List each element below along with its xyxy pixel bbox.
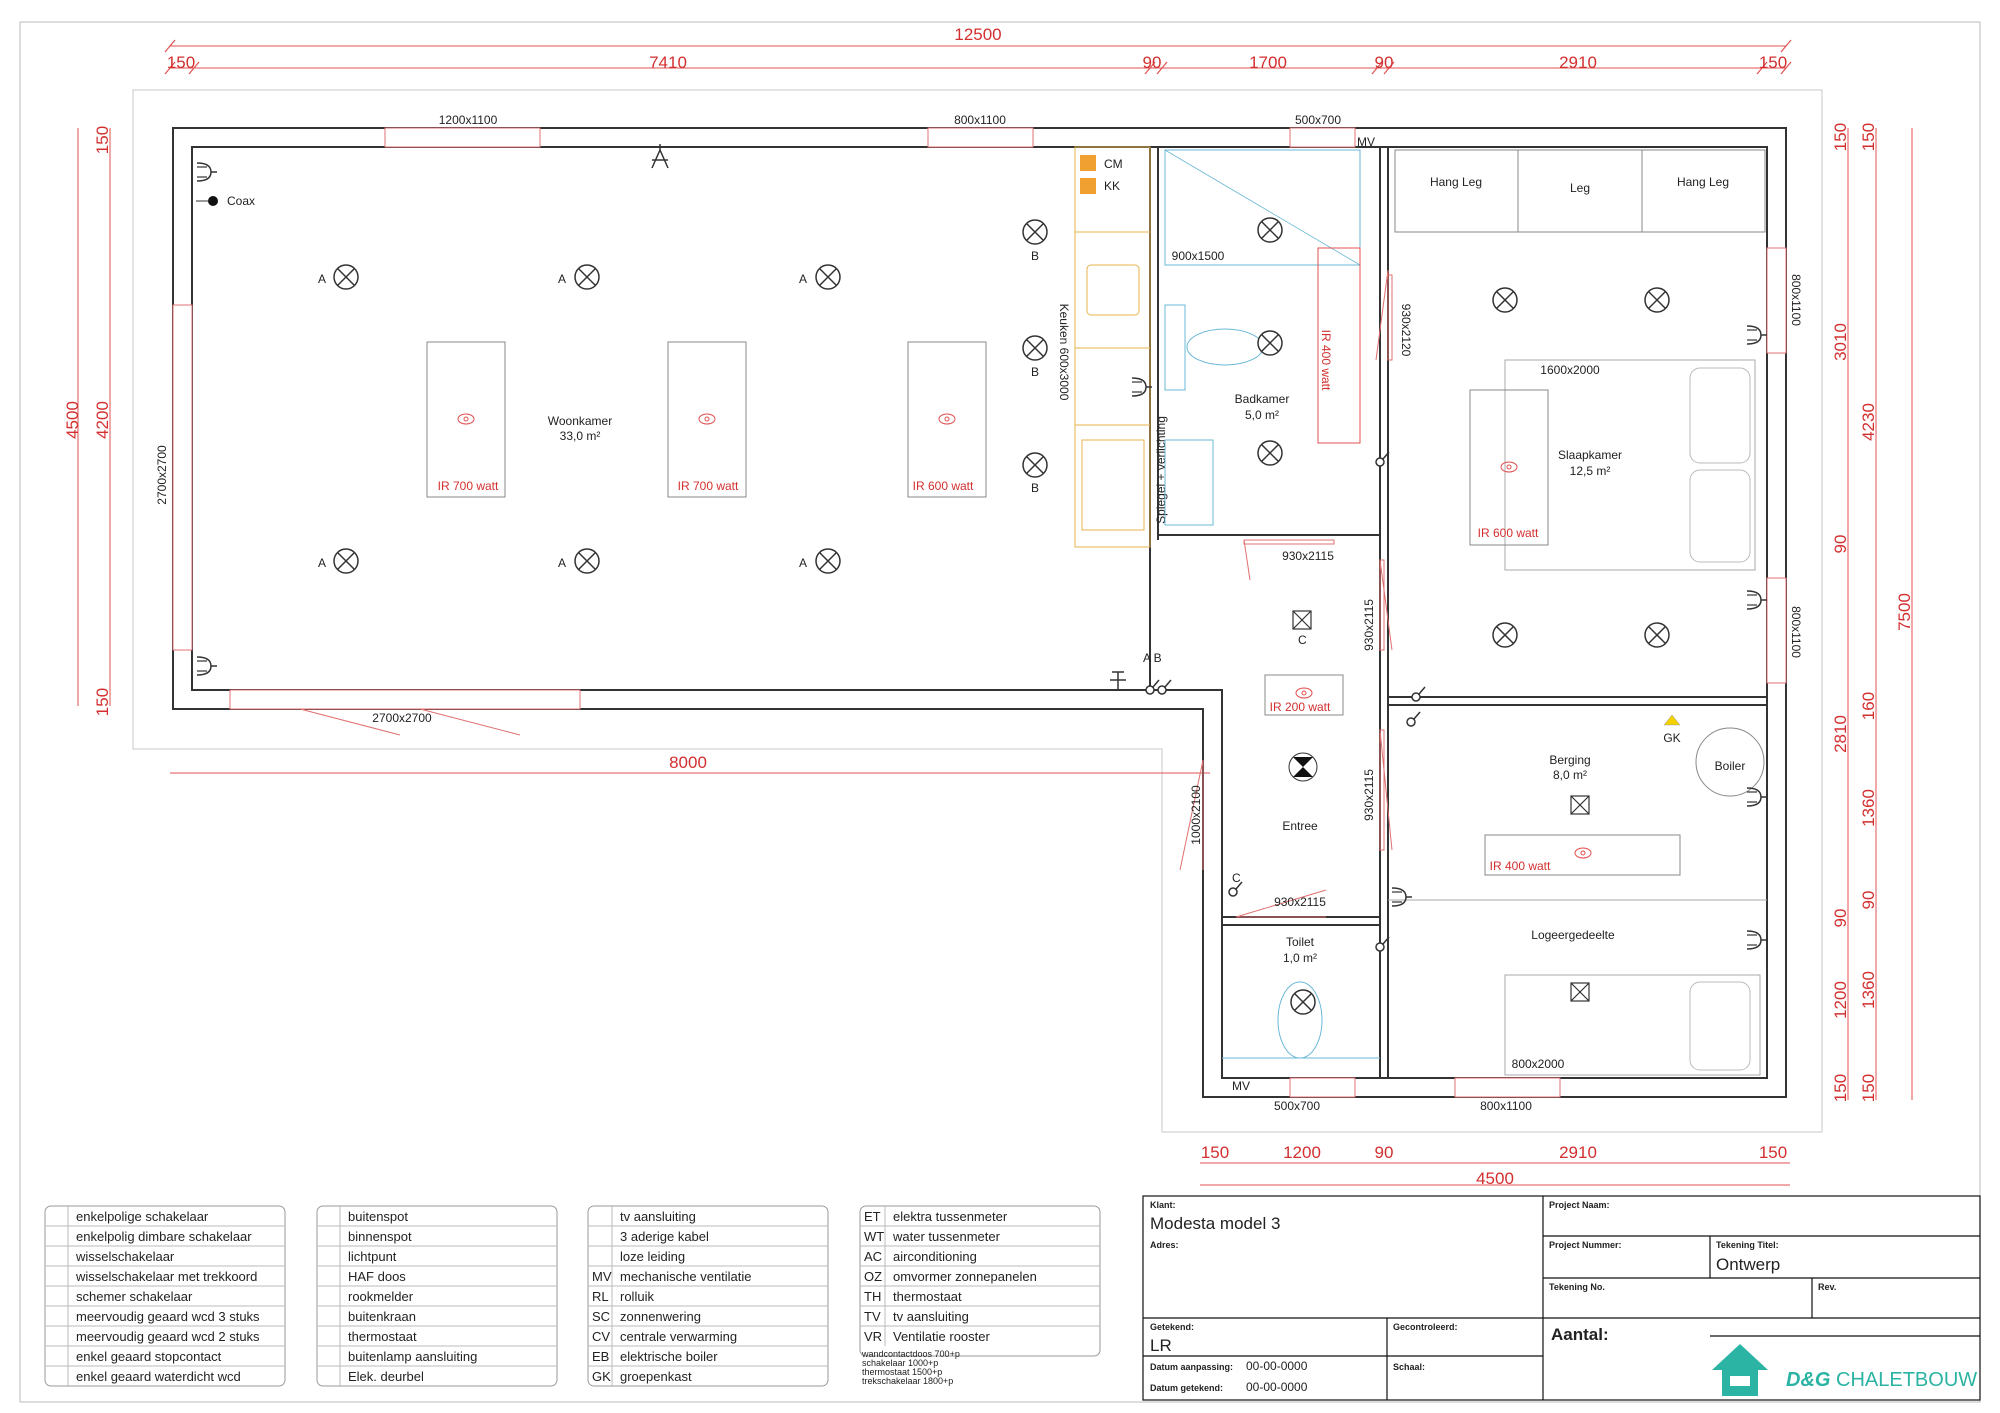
mounting-height: trekschakelaar 1800+p <box>862 1376 954 1386</box>
dim-left-top: 150 <box>93 125 112 155</box>
window-label: 1200x1100 <box>438 113 498 127</box>
warning-icon <box>1664 715 1680 725</box>
circuit-label: A <box>558 272 567 286</box>
bed-label: 1600x2000 <box>1540 363 1600 377</box>
circuit-label: A <box>799 556 808 570</box>
circuit-label: A <box>318 272 327 286</box>
door-label: 930x2115 <box>1362 599 1376 651</box>
dim-bottom-left: 8000 <box>669 753 707 772</box>
door-label: 930x2115 <box>1362 769 1376 821</box>
circuit-label: A <box>799 272 808 286</box>
brand-name-bold: D&G <box>1786 1369 1831 1391</box>
dim-right-mid: 4230 <box>1859 403 1878 441</box>
heater-label: IR 400 watt <box>1489 859 1551 873</box>
room-name: Entree <box>1282 819 1318 833</box>
room-area: 12,5 m² <box>1569 464 1611 478</box>
legend-item: zonnenwering <box>620 1309 701 1324</box>
legend-item: 3 aderige kabel <box>620 1229 709 1244</box>
dim-top-seg: 150 <box>1758 53 1788 72</box>
tb-drawn-by: LR <box>1150 1336 1172 1355</box>
mounting-height: wandcontactdoos 700+p <box>862 1349 960 1359</box>
room-name: Toilet <box>1285 935 1315 949</box>
dim-left-outer: 4500 <box>63 401 82 439</box>
doors <box>300 270 1392 917</box>
dim-bottom-total: 4500 <box>1476 1169 1514 1188</box>
legend-item: lichtpunt <box>348 1249 397 1264</box>
tb-label: Adres: <box>1150 1240 1179 1250</box>
heater-label: IR 600 watt <box>912 479 974 493</box>
circuit-label: A <box>318 556 327 570</box>
legend-item: centrale verwarming <box>620 1329 738 1344</box>
kitchen-counter <box>1075 147 1150 547</box>
legend-item: water tussenmeter <box>893 1229 1000 1244</box>
mounting-height: thermostaat 1500+p <box>862 1367 943 1377</box>
socket-icons <box>197 163 1767 949</box>
legend-item: elektra tussenmeter <box>893 1209 1008 1224</box>
window-label: 500x700 <box>1273 1099 1321 1113</box>
site-outline <box>133 90 1822 1132</box>
legend-code: WT <box>864 1229 885 1244</box>
legend-item: meervoudig geaard wcd 2 stuks <box>76 1329 260 1344</box>
cm-label: CM <box>1104 157 1123 171</box>
dim-left-inner: 4200 <box>93 401 112 439</box>
boiler-label: Boiler <box>1714 759 1746 773</box>
dim-right-mid: 150 <box>1859 1073 1878 1103</box>
walls <box>173 128 1786 1097</box>
room-name: Logeergedeelte <box>1531 928 1615 942</box>
legend-code: GK <box>592 1369 611 1384</box>
brand-name <box>1786 1369 1977 1391</box>
kk-label: KK <box>1104 179 1121 193</box>
window-label: 800x1100 <box>954 113 1006 127</box>
window-label: 500x700 <box>1294 113 1342 127</box>
legend-item: tv aansluiting <box>893 1309 969 1324</box>
top-dimension-lines <box>165 40 1791 74</box>
dim-right-inner: 1200 <box>1831 981 1850 1019</box>
heater-panel <box>668 342 746 497</box>
legend-item: buitenlamp aansluiting <box>348 1349 478 1364</box>
legend-code: ET <box>864 1209 881 1224</box>
tb-label: Getekend: <box>1150 1322 1195 1332</box>
tb-label: Datum aanpassing: <box>1150 1362 1234 1372</box>
dim-right-mid: 90 <box>1859 890 1878 910</box>
dim-right-inner: 90 <box>1831 534 1850 554</box>
light-point-icons <box>334 218 1669 1014</box>
tb-drawing-title: Ontwerp <box>1716 1255 1781 1274</box>
circuit-label: B <box>1031 249 1040 263</box>
legend-item: buitenspot <box>348 1209 408 1224</box>
dim-top-seg: 90 <box>1142 53 1162 72</box>
dim-bottom-seg: 150 <box>1758 1143 1788 1162</box>
door-label: 930x2115 <box>1274 895 1326 909</box>
legend-code: RL <box>592 1289 609 1304</box>
dim-right-inner: 3010 <box>1831 323 1850 361</box>
dim-right-inner: 2810 <box>1831 715 1850 753</box>
legend-item: omvormer zonnepanelen <box>893 1269 1037 1284</box>
legend-code: AC <box>864 1249 883 1264</box>
windows <box>173 128 1786 1097</box>
circuit-label: B <box>1031 481 1040 495</box>
brand-name-rest: CHALETBOUW <box>1830 1369 1978 1391</box>
heater-panel <box>908 342 986 497</box>
legend-item: rolluik <box>620 1289 654 1304</box>
room-area: 5,0 m² <box>1244 408 1280 422</box>
circuit-label: B <box>1031 365 1040 379</box>
legend-item: wisselschakelaar <box>76 1249 175 1264</box>
dim-bottom-seg: 1200 <box>1283 1143 1321 1162</box>
legend-code: MV <box>592 1269 612 1284</box>
bed-label: 800x2000 <box>1511 1057 1565 1071</box>
legend-item: meervoudig geaard wcd 3 stuks <box>76 1309 260 1324</box>
coax-dot-icon <box>208 196 218 206</box>
sheet-border <box>20 22 1980 1402</box>
legend-item: elektrische boiler <box>620 1349 718 1364</box>
window-label: 800x1100 <box>1789 606 1803 658</box>
dim-right-mid: 1360 <box>1859 971 1878 1009</box>
kitchen-label: Keuken 600x3000 <box>1057 303 1071 401</box>
mirror-label: Spiegel + verlichting <box>1154 416 1168 524</box>
tb-label: Tekening No. <box>1549 1282 1605 1292</box>
smoke-detector-icon <box>1289 753 1317 781</box>
heater-label: IR 600 watt <box>1477 526 1539 540</box>
dim-top-seg: 2910 <box>1559 53 1597 72</box>
mv-label: MV <box>1357 135 1375 149</box>
dim-top-seg: 90 <box>1374 53 1394 72</box>
room-area: 8,0 m² <box>1552 768 1588 782</box>
dim-right-mid: 150 <box>1859 122 1878 152</box>
tb-date: 00-00-0000 <box>1246 1359 1308 1373</box>
gk-label: GK <box>1663 731 1681 745</box>
circuit-label: A <box>558 556 567 570</box>
legend-item: buitenkraan <box>348 1309 416 1324</box>
legend-item: Elek. deurbel <box>348 1369 424 1384</box>
room-name: Badkamer <box>1234 392 1290 406</box>
legend-item: loze leiding <box>620 1249 686 1264</box>
dim-left-bottom: 150 <box>93 687 112 717</box>
heater-panel <box>1470 390 1548 545</box>
window-label: 800x1100 <box>1480 1099 1532 1113</box>
coax-label: Coax <box>227 194 256 208</box>
dim-right-mid: 1360 <box>1859 789 1878 827</box>
legend-code: OZ <box>864 1269 883 1284</box>
tb-label: Klant: <box>1150 1200 1176 1210</box>
dim-bottom-seg: 2910 <box>1559 1143 1597 1162</box>
door-label: 930x2115 <box>1282 549 1334 563</box>
door-label: 1000x2100 <box>1189 785 1203 845</box>
wardrobe-label: Hang Leg <box>1429 175 1483 189</box>
kk-icon <box>1080 178 1096 194</box>
dim-top-seg: 7410 <box>649 53 687 72</box>
window-label: 2700x2700 <box>155 445 169 505</box>
dim-right-inner: 150 <box>1831 1073 1850 1103</box>
legend-item: enkel geaard stopcontact <box>76 1349 222 1364</box>
tb-label: Project Nummer: <box>1549 1240 1622 1250</box>
tb-count-label: Aantal: <box>1551 1325 1609 1344</box>
legend-item: rookmelder <box>348 1289 414 1304</box>
cm-icon <box>1080 155 1096 171</box>
legend-item: enkelpolig dimbare schakelaar <box>76 1229 252 1244</box>
legend-item: enkelpolige schakelaar <box>76 1209 209 1224</box>
mounting-height: schakelaar 1000+p <box>862 1358 939 1368</box>
wardrobe-label: Hang Leg <box>1676 175 1730 189</box>
toilet-bowl <box>1165 305 1185 390</box>
legend-code: EB <box>592 1349 610 1364</box>
dim-bottom-seg: 150 <box>1200 1143 1230 1162</box>
legend-item: HAF doos <box>348 1269 406 1284</box>
dim-right-inner: 150 <box>1831 122 1850 152</box>
legend-item: tv aansluiting <box>620 1209 696 1224</box>
legend-item: enkel geaard waterdicht wcd <box>76 1369 241 1384</box>
heater-label: IR 200 watt <box>1269 700 1331 714</box>
shower-label: 900x1500 <box>1171 249 1225 263</box>
tb-label: Tekening Titel: <box>1716 1240 1779 1250</box>
door-label: 930x2120 <box>1399 303 1413 357</box>
heater-label: IR 700 watt <box>677 479 739 493</box>
dim-top-seg: 1700 <box>1249 53 1287 72</box>
dim-top-total: 12500 <box>954 25 1002 44</box>
room-area: 33,0 m² <box>559 429 601 443</box>
legend-item: groepenkast <box>620 1369 692 1384</box>
tb-label: Gecontroleerd: <box>1393 1322 1458 1332</box>
tb-label: Datum getekend: <box>1150 1383 1224 1393</box>
mv-label: MV <box>1232 1079 1250 1093</box>
circuit-label: A B <box>1143 651 1162 665</box>
bed-double <box>1505 360 1755 570</box>
window-label: 800x1100 <box>1789 274 1803 326</box>
heater-panel <box>427 342 505 497</box>
washbasin <box>1165 440 1213 525</box>
room-name: Berging <box>1549 753 1591 767</box>
room-name: Slaapkamer <box>1557 448 1623 462</box>
legend-item: schemer schakelaar <box>76 1289 193 1304</box>
legend-item: airconditioning <box>893 1249 977 1264</box>
tb-client: Modesta model 3 <box>1150 1214 1281 1233</box>
legend-code: TV <box>864 1309 881 1324</box>
dim-top-seg: 150 <box>166 53 196 72</box>
circuit-label: C <box>1298 633 1307 647</box>
window-label: 2700x2700 <box>372 711 432 725</box>
circuit-label: C <box>1232 871 1241 885</box>
legend-code: SC <box>592 1309 611 1324</box>
room-area: 1,0 m² <box>1282 951 1318 965</box>
dim-right-inner: 90 <box>1831 908 1850 928</box>
legend-code: TH <box>864 1289 882 1304</box>
tb-date: 00-00-0000 <box>1246 1380 1308 1394</box>
heater-label: IR 700 watt <box>437 479 499 493</box>
heater-label: IR 400 watt <box>1319 329 1333 391</box>
tb-label: Rev. <box>1818 1282 1837 1292</box>
legend-item: mechanische ventilatie <box>620 1269 752 1284</box>
dim-bottom-seg: 90 <box>1374 1143 1394 1162</box>
legend-item: Ventilatie rooster <box>893 1329 990 1344</box>
legend-item: thermostaat <box>348 1329 417 1344</box>
dim-right-outer: 7500 <box>1895 593 1914 631</box>
tb-label: Schaal: <box>1393 1362 1426 1372</box>
tb-label: Project Naam: <box>1549 1200 1610 1210</box>
dim-right-mid: 160 <box>1859 691 1878 721</box>
brand-logo-icon <box>1712 1344 1768 1396</box>
outdoor-tap-icon <box>1110 672 1126 690</box>
legend-code: CV <box>592 1329 611 1344</box>
room-name: Woonkamer <box>547 414 613 428</box>
legend-item: binnenspot <box>348 1229 412 1244</box>
legend-code: VR <box>864 1329 883 1344</box>
legend-item: wisselschakelaar met trekkoord <box>76 1269 258 1284</box>
wardrobe-label: Leg <box>1569 181 1591 195</box>
legend-item: thermostaat <box>893 1289 962 1304</box>
